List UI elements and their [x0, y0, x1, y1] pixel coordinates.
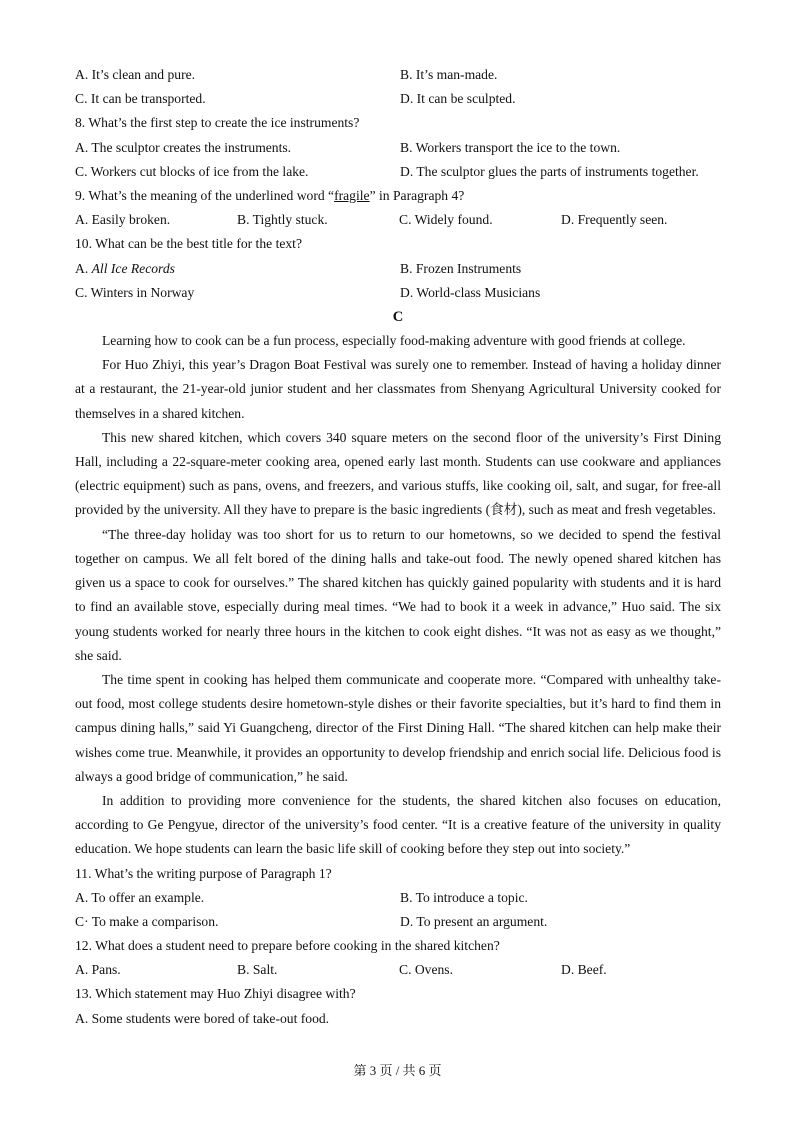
passage-paragraph-4: “The three-day holiday was too short for us to return to our hometowns, so we decided to spend the festival together on campus. We all felt bored of the dining halls and take-out food. The newly opened shared kitchen has given us a space to cook for ourselves.” The shared kitchen has quickly gained popularity with students and it is hard to find an available stove, especially during meal times. “We had to book it a week in advance,” Huo said. The six young students worked for nearly three hours in the kitchen to cook eight dishes. “It was not as easy as we thought,” she said. [75, 526, 721, 663]
q10-options-row-2 [75, 281, 721, 305]
q11-option-b: B. To introduce a topic. [400, 889, 528, 905]
q8-options-row-2 [75, 160, 721, 184]
q11-options-row-1 [75, 886, 721, 910]
q10-stem: 10. What can be the best title for the text? [75, 236, 302, 252]
q9-options-row [75, 208, 721, 232]
q7-options-row-2 [75, 87, 721, 111]
q11-stem: 11. What’s the writing purpose of Paragraph 1? [75, 865, 332, 881]
q7-options-row-1 [75, 63, 721, 87]
q11-option-a: A. To offer an example. [75, 889, 205, 905]
q10-option-d: D. World-class Musicians [400, 284, 541, 300]
q12-option-a: A. Pans. [75, 962, 121, 978]
q9-stem [75, 184, 721, 208]
q7-option-b: B. It’s man-made. [400, 67, 498, 82]
q8-stem: 8. What’s the first step to create the ice instruments? [75, 115, 360, 131]
q10-option-a-title: All Ice Records [91, 260, 175, 276]
passage-paragraph-5: The time spent in cooking has helped them communicate and cooperate more. “Compared with unhealthy take-out food, most college students desire hometown-style dishes or their favorite specialties, but it’s hard to find them in campus dining halls,” said Yi Guangcheng, director of the First Dining Hall. “The shared kitchen can help make their wishes come true. Meanwhile, it provides an opportunity to develop friendship and enrich social life. Delicious food is always a good bridge of communication,” he said. [75, 671, 721, 784]
passage-paragraph-2: For Huo Zhiyi, this year’s Dragon Boat Festival was surely one to remember. Instead of having a holiday dinner at a restaurant, the 21-year-old junior student and her classmates from Shenyang Agricultural University cooked for themselves in a shared kitchen. [75, 357, 721, 421]
q12-options-row [75, 958, 721, 982]
q10-option-c: C. Winters in Norway [75, 284, 195, 300]
q9-stem-post: ” in Paragraph 4? [369, 187, 465, 203]
q9-option-a: A. Easily broken. [75, 212, 171, 228]
q13-option-a: A. Some students were bored of take-out food. [75, 1010, 330, 1026]
q8-option-a: A. The sculptor creates the instruments. [75, 139, 292, 155]
q10-option-a [75, 257, 400, 281]
page-footer: 第 3 页 / 共 6 页 [353, 1063, 442, 1078]
section-heading: C [392, 308, 404, 325]
q11-option-c: C· To make a comparison. [75, 913, 219, 929]
q8-option-d: D. The sculptor glues the parts of instruments together. [400, 163, 699, 179]
passage-paragraph-6: In addition to providing more convenience for the students, the shared kitchen also focuses on education, according to Ge Pengyue, director of the university’s food center. “It is a creative feature of the university in quality education. We hope students can learn the basic life skill of cooking before they step out into society.” [75, 792, 721, 857]
q9-underlined-word: fragile [334, 187, 370, 203]
q7-option-a: A. It’s clean and pure. [75, 67, 196, 82]
q8-option-c: C. Workers cut blocks of ice from the lake. [75, 163, 309, 179]
passage-paragraph-3: This new shared kitchen, which covers 340 square meters on the second floor of the university’s First Dining Hall, including a 22-square-meter cooking area, opened early last month. Students can use cookware and appliances (electric equipment) such as pans, ovens, and freezers, and various stuffs, like cooking oil, salt, and sugar, for free-all provided by the university. All they have to prepare is the basic ingredients (食材), such as meat and fresh vegetables. [75, 429, 721, 518]
page-content [75, 63, 721, 1031]
q13-stem: 13. Which statement may Huo Zhiyi disagree with? [75, 986, 356, 1002]
q10-options-row-1 [75, 257, 721, 281]
q9-stem-pre: 9. What’s the meaning of the underlined word “ [75, 187, 335, 203]
passage-paragraph-1: Learning how to cook can be a fun process, especially food-making adventure with good friends at college. [102, 333, 686, 349]
q12-option-c: C. Ovens. [399, 962, 453, 978]
q11-option-d: D. To present an argument. [400, 913, 548, 929]
q9-option-b: B. Tightly stuck. [237, 212, 328, 228]
q12-option-b: B. Salt. [237, 962, 278, 978]
q9-option-d: D. Frequently seen. [561, 212, 668, 228]
q10-option-b: B. Frozen Instruments [400, 260, 522, 276]
q7-option-c: C. It can be transported. [75, 91, 206, 107]
q9-option-c: C. Widely found. [399, 212, 493, 228]
q12-option-d: D. Beef. [561, 962, 607, 978]
q8-option-b: B. Workers transport the ice to the town. [400, 139, 621, 155]
q10-option-a-prefix: A. [75, 260, 92, 276]
q7-option-d: D. It can be sculpted. [400, 91, 516, 107]
q11-options-row-2 [75, 910, 721, 934]
q12-stem: 12. What does a student need to prepare before cooking in the shared kitchen? [75, 938, 500, 954]
q8-options-row-1 [75, 136, 721, 160]
